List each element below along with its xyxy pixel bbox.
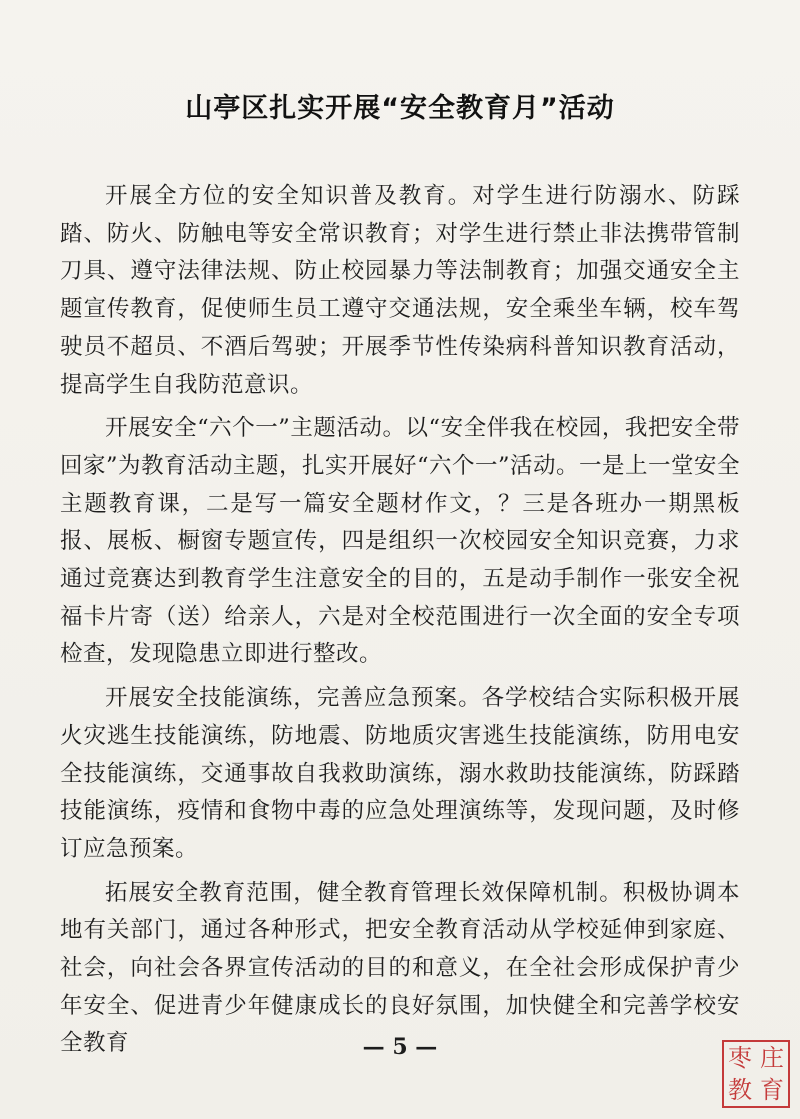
page-number: — 5 — bbox=[362, 1034, 438, 1060]
paragraph-1: 开展全方位的安全知识普及教育。对学生进行防溺水、防踩踏、防火、防触电等安全常识教育；对学生进行禁止非法携带管制刀具、遵守法律法规、防止校园暴力等法制教育；加强交通安全主题宣传教育，促使师生员工遵守交通法规，安全乘坐车辆，校车驾驶员不超员、不酒后驾驶；开展季节性传染病科普知识教育活动，提高学生自我防范意识。 bbox=[60, 183, 740, 398]
seal-char-1: 枣 bbox=[728, 1044, 752, 1072]
seal-char-3: 教 bbox=[728, 1076, 752, 1104]
red-seal-stamp bbox=[722, 1040, 790, 1108]
paragraph-3: 开展安全技能演练，完善应急预案。各学校结合实际积极开展火灾逃生技能演练，防地震、防地质灾害逃生技能演练，防用电安全技能演练，交通事故自我救助演练，溺水救助技能演练，防踩踏技能演练，疫情和食物中毒的应急处理演练等，发现问题，及时修订应急预案。 bbox=[60, 685, 740, 862]
paragraph-4: 拓展安全教育范围，健全教育管理长效保障机制。积极协调本地有关部门，通过各种形式，把安全教育活动从学校延伸到家庭、社会，向社会各界宣传活动的目的和意义，在全社会形成保护青少年安全、促进青少年健康成长的良好氛围，加快健全和完善学校安全教育 bbox=[60, 879, 740, 1057]
paragraph-2: 开展安全“六个一”主题活动。以“安全伴我在校园，我把安全带回家”为教育活动主题，扎实开展好“六个一”活动。一是上一堂安全主题教育课，二是写一篇安全题材作文，？三是各班办一期黑板报、展板、橱窗专题宣传，四是组织一次校园安全知识竞赛，力求通过竞赛达到教育学生注意安全的目的，五是动手制作一张安全祝福卡片寄（送）给亲人，六是对全校范围进行一次全面的安全专项检查，发现隐患立即进行整改。 bbox=[60, 415, 741, 668]
seal-char-4: 育 bbox=[760, 1076, 784, 1104]
article-title: 山亭区扎实开展“安全教育月”活动 bbox=[185, 93, 615, 124]
article-body bbox=[60, 178, 740, 1069]
seal-char-2: 庄 bbox=[760, 1044, 784, 1072]
